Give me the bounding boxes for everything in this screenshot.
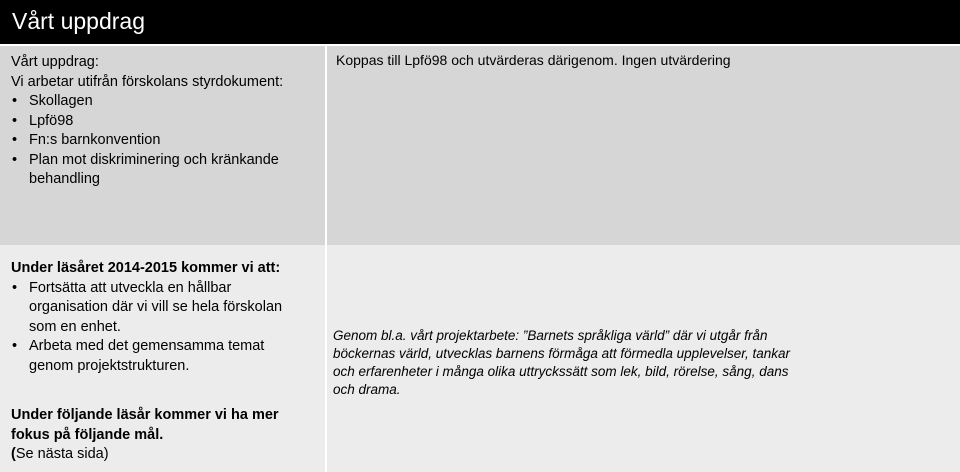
list-item: • Fn:s barnkonvention [11, 131, 311, 151]
next-year-focus: Under följande läsår kommer vi ha mer fokus på följande mål. [11, 407, 279, 443]
slide-title: Vårt uppdrag [12, 8, 145, 34]
mission-cell-left [0, 46, 327, 245]
slide-header [0, 0, 960, 44]
next-page-paren: ( [11, 446, 16, 462]
list-item: • Fortsätta att utveckla en hållbar organisation där vi vill se hela förskolan som en enhet. [11, 279, 311, 338]
project-work-text: Genom bl.a. vårt projektarbete: ”Barnets språkliga värld” där vi utgår från böckernas värld, utvecklas barnens förmåga att förmedla upplevelser, tankar och erfarenheter i många olika uttryckssätt som lek, bild, rörelse, sång, dans och drama. [333, 328, 790, 397]
schoolyear-heading: Under läsåret 2014-2015 kommer vi att: [11, 260, 281, 276]
mission-intro: Vi arbetar utifrån förskolans styrdokument: [11, 73, 284, 90]
schoolyear-cell-left [0, 245, 327, 472]
next-year-note [11, 406, 311, 465]
schoolyear-text-block [11, 259, 311, 465]
table-row-schoolyear [0, 245, 960, 472]
mission-evaluation-text: Koppas till Lpfö98 och utvärderas därigenom. Ingen utvärdering [336, 52, 731, 68]
next-page-reference: Se nästa sida) [15, 446, 109, 462]
list-item: • Skollagen [11, 92, 311, 112]
steering-documents-list [11, 92, 311, 190]
mission-heading: Vårt uppdrag: [11, 54, 99, 70]
table-row-mission [0, 46, 960, 245]
list-item: • Plan mot diskriminering och kränkande behandling [11, 151, 311, 190]
mission-text-block [11, 53, 311, 190]
list-item: • Arbeta med det gemensamma temat genom projektstrukturen. [11, 337, 311, 376]
schoolyear-goals-list [11, 279, 311, 377]
list-item: • Lpfö98 [11, 112, 311, 132]
